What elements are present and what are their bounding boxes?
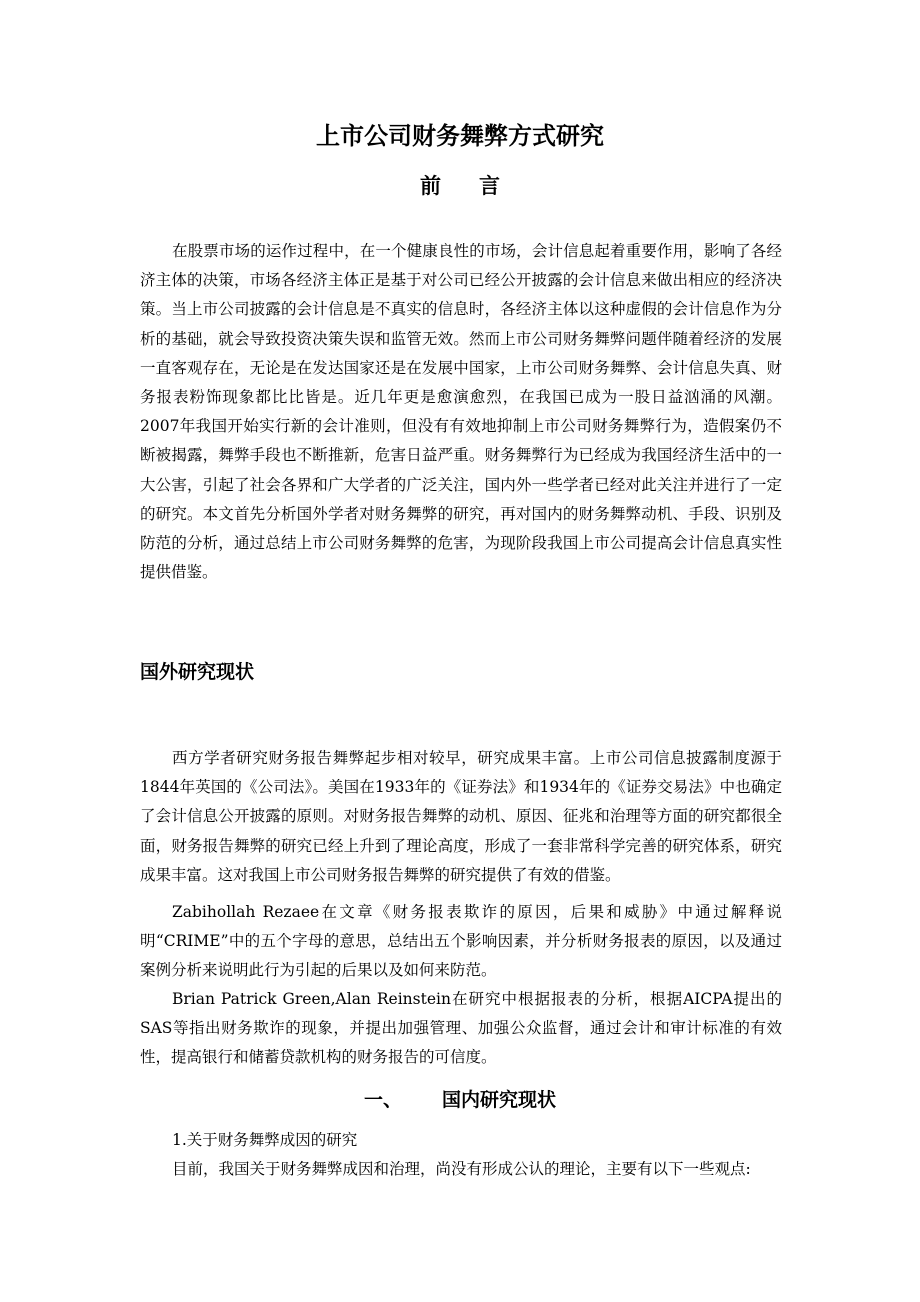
preface-heading-char-2: 言 [479,174,500,198]
domestic-research-intro: 目前，我国关于财务舞弊成因和治理，尚没有形成公认的理论，主要有以下一些观点: [172,1160,751,1178]
preface-paragraph: 在股票市场的运作过程中，在一个健康良性的市场，会计信息起着重要作用，影响了各经济主体的决策，市场各经济主体正是基于对公司已经公开披露的会计信息来做出相应的经济决策。当上市公司披露的会计信息是不真实的信息时，各经济主体以这种虚假的会计信息作为分析的基础，就会导致投资决策失误和监管无效。然而上市公司财务舞弊问题伴随着经济的发展一直客观存在，无论是在发达国家还是在发展中国家，上市公司财务舞弊、会计信息失真、财务报表粉饰现象都比比皆是。近几年更是愈演愈烈，在我国已成为一股日益汹涌的风潮。2007年我国开始实行新的会计准则，但没有有效地抑制上市公司财务舞弊行为，造假案仍不断被揭露，舞弊手段也不断推新，危害日益严重。财务舞弊行为已经成为我国经济生活中的一大公害，引起了社会各界和广大学者的广泛关注，国内外一些学者已经对此关注并进行了一定的研究。本文首先分析国外学者对财务舞弊的研究，再对国内的财务舞弊动机、手段、识别及防范的分析，通过总结上市公司财务舞弊的危害，为现阶段我国上市公司提高会计信息真实性提供借鉴。 [140,242,782,582]
domestic-research-heading-text: 国内研究现状 [442,1089,557,1111]
foreign-research-paragraph-3: Brian Patrick Green,Alan Reinstein在研究中根据报表的分析，根据AICPA提出的SAS等指出财务欺诈的现象，并提出加强管理、加强公众监督，通过会计和审计标准的有效性，提高银行和储蓄贷款机构的财务报告的可信度。 [140,990,782,1067]
domestic-research-subheading: 1.关于财务舞弊成因的研究 [172,1131,358,1149]
domestic-research-heading-number: 一、 [363,1089,402,1111]
foreign-research-heading: 国外研究现状 [140,661,255,683]
foreign-research-paragraph-1: 西方学者研究财务报告舞弊起步相对较早，研究成果丰富。上市公司信息披露制度源于1844年英国的《公司法》。美国在1933年的《证券法》和1934年的《证券交易法》中也确定了会计信息公开披露的原则。对财务报告舞弊的动机、原因、征兆和治理等方面的研究都很全面，财务报告舞弊的研究已经上升到了理论高度，形成了一套非常科学完善的研究体系，研究成果丰富。这对我国上市公司财务报告舞弊的研究提供了有效的借鉴。 [140,749,782,884]
preface-heading [0,170,920,202]
domestic-research-heading [0,1085,920,1115]
foreign-research-paragraph-2: Zabihollah Rezaee在文章《财务报表欺诈的原因，后果和威胁》中通过解释说明“CRIME”中的五个字母的意思，总结出五个影响因素，并分析财务报表的原因，以及通过案例分析来说明此行为引起的后果以及如何来防范。 [140,903,782,980]
document-title: 上市公司财务舞弊方式研究 [316,122,604,150]
preface-heading-char-1: 前 [420,174,441,198]
